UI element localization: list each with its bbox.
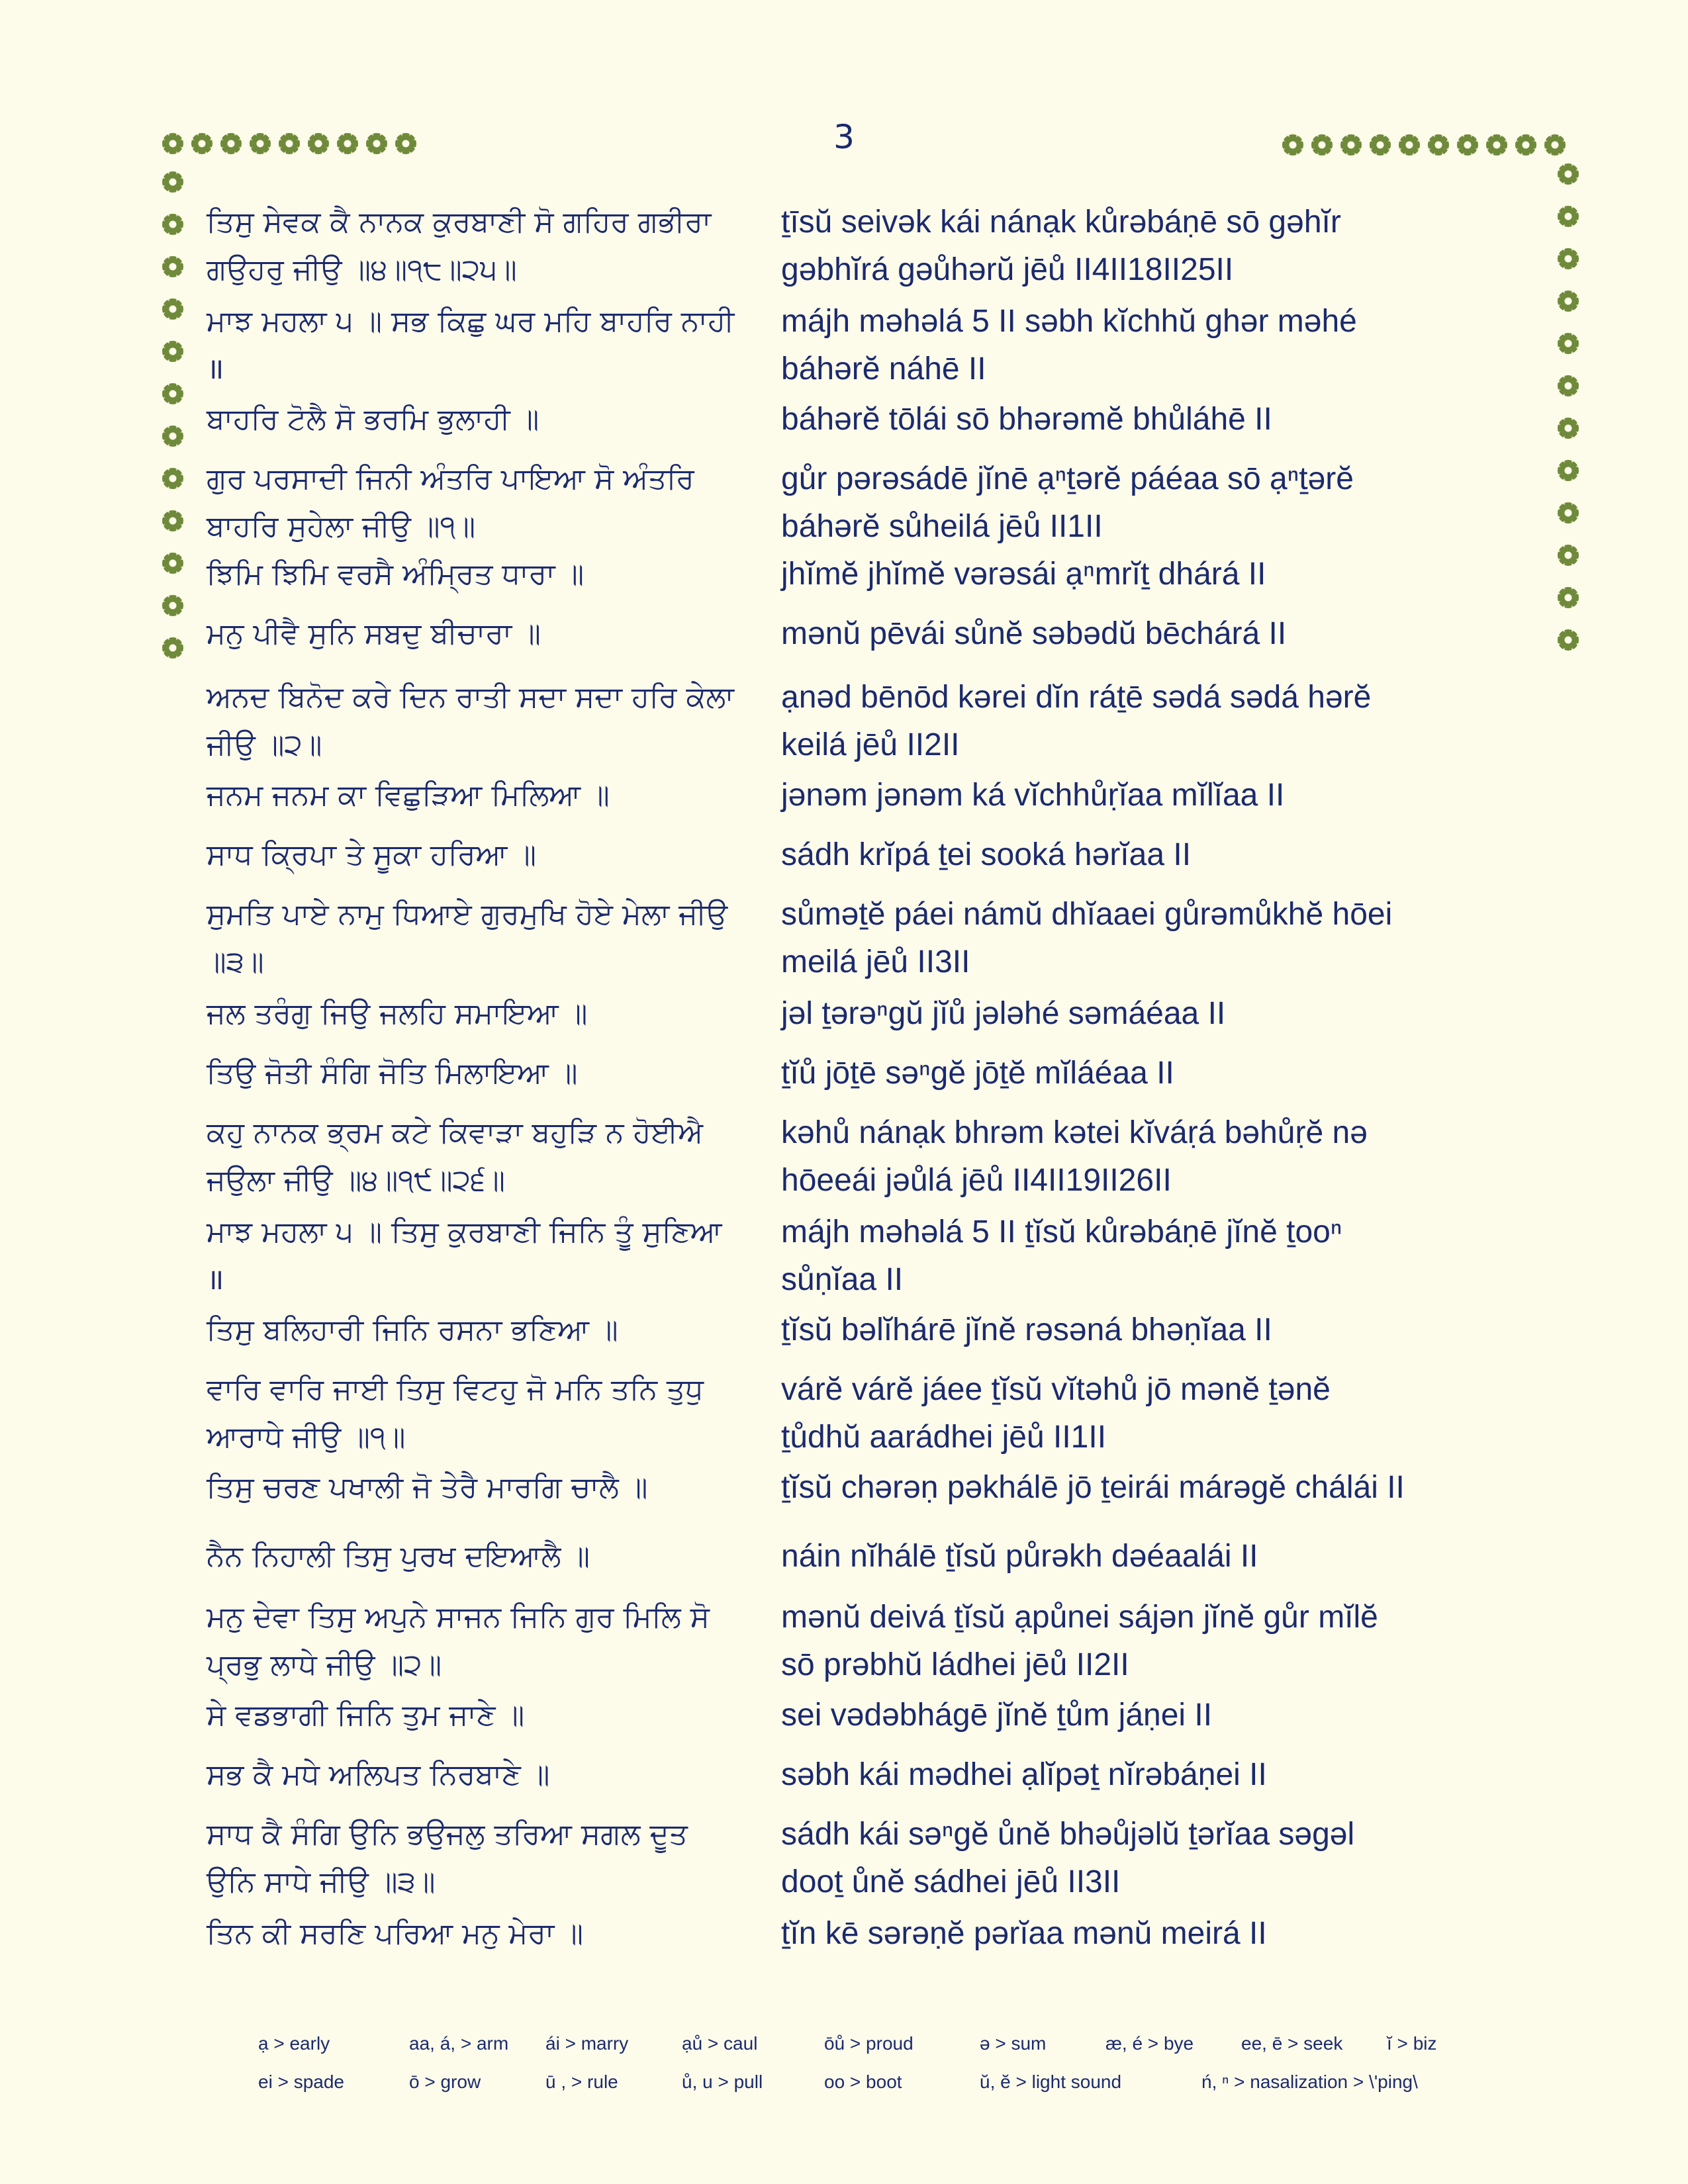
legend-row <box>258 2033 1516 2071</box>
transliteration-text: várĕ várĕ jáee ṯĭsŭ vĭtəhů jō mənĕ ṯənĕ ṯůdhŭ aarádhei jēů II1II <box>781 1372 1331 1455</box>
legend-item: ū , > rule <box>545 2071 618 2092</box>
page-number: 3 <box>833 118 855 156</box>
transliteration-text: májh məhəlá 5 II səbh kĭchhŭ ghər məhé báhərĕ náhē II <box>781 304 1357 387</box>
transliteration-text: ạnəd bēnōd kərei dĭn ráṯē sədá sədá hərĕ keilá jēů II2II <box>781 680 1372 762</box>
pronunciation-legend <box>258 2033 1516 2110</box>
gurmukhi-text: ਝਿਮਿ ਝਿਮਿ ਵਰਸੈ ਅੰਮ੍ਰਿਤ ਧਾਰਾ ॥ <box>207 557 585 591</box>
legend-item: ạ > early <box>258 2033 330 2054</box>
legend-item: ĭ > biz <box>1387 2033 1437 2054</box>
transliteration-text: jhĭmĕ jhĭmĕ vərəsái ạⁿmrĭṯ dhárá II <box>781 557 1266 592</box>
gurmukhi-text: ਅਨਦ ਬਿਨੋਦ ਕਰੇ ਦਿਨ ਰਾਤੀ ਸਦਾ ਸਦਾ ਹਰਿ ਕੇਲਾ ਜੀਉ ॥੨॥ <box>207 680 734 762</box>
gurmukhi-text: ਬਾਹਰਿ ਟੋਲੈ ਸੋ ਭਰਮਿ ਭੁਲਾਹੀ ॥ <box>207 402 539 436</box>
legend-item: æ, é > bye <box>1105 2033 1194 2054</box>
gurmukhi-text: ਸਾਧ ਕ੍ਰਿਪਾ ਤੇ ਸੂਕਾ ਹਰਿਆ ॥ <box>207 838 537 872</box>
legend-item: ei > spade <box>258 2071 344 2092</box>
legend-item: ŭ, ĕ > light sound <box>980 2071 1122 2092</box>
transliteration-text: sádh krĭpá ṯei sooká hərĭaa II <box>781 837 1192 872</box>
transliteration-text: jəl ṯərəⁿgŭ jĭů jələhé səmáéaa II <box>781 996 1226 1031</box>
legend-item: ee, ē > seek <box>1241 2033 1343 2054</box>
gurmukhi-text: ਕਹੁ ਨਾਨਕ ਭ੍ਰਮ ਕਟੇ ਕਿਵਾੜਾ ਬਹੁੜਿ ਨ ਹੋਈਐ ਜਉਲਾ ਜੀਉ ॥੪॥੧੯॥੨੬॥ <box>207 1116 703 1197</box>
transliteration-text: sádh kái səⁿgĕ ůnĕ bhəůjəlŭ ṯərĭaa səgəl dooṯ ůnĕ sádhei jēů II3II <box>781 1817 1355 1899</box>
gurmukhi-text: ਮਾਝ ਮਹਲਾ ੫ ॥ ਤਿਸੁ ਕੁਰਬਾਣੀ ਜਿਨਿ ਤੂੰ ਸੁਣਿਆ ॥ <box>207 1215 722 1297</box>
gurmukhi-text: ਮਾਝ ਮਹਲਾ ੫ ॥ ਸਭ ਕਿਛੁ ਘਰ ਮਹਿ ਬਾਹਰਿ ਨਾਹੀ ॥ <box>207 304 735 386</box>
legend-row <box>258 2071 1516 2110</box>
transliteration-text: mənŭ pēvái sůnĕ səbədŭ bēchárá II <box>781 616 1287 651</box>
legend-item: oo > boot <box>824 2071 902 2092</box>
gurmukhi-text: ਜਲ ਤਰੰਗੁ ਜਿਉ ਜਲਹਿ ਸਮਾਇਆ ॥ <box>207 997 588 1030</box>
gurmukhi-text: ਤਿਸੁ ਚਰਣ ਪਖਾਲੀ ਜੋ ਤੇਰੈ ਮਾਰਗਿ ਚਾਲੈ ॥ <box>207 1471 648 1504</box>
legend-item: aa, á, > arm <box>409 2033 509 2054</box>
transliteration-text: jənəm jənəm ká vĭchhůṛĭaa mĭlĭaa II <box>781 778 1285 813</box>
gurmukhi-text: ਵਾਰਿ ਵਾਰਿ ਜਾਈ ਤਿਸੁ ਵਿਟਹੁ ਜੋ ਮਨਿ ਤਨਿ ਤੁਧੁ ਆਰਾਧੇ ਜੀਉ ॥੧॥ <box>207 1373 704 1454</box>
gurmukhi-text: ਗੁਰ ਪਰਸਾਦੀ ਜਿਨੀ ਅੰਤਰਿ ਪਾਇਆ ਸੋ ਅੰਤਰਿ ਬਾਹਰਿ ਸੁਹੇਲਾ ਜੀਉ ॥੧॥ <box>207 462 694 543</box>
gurmukhi-text: ਸਭ ਕੈ ਮਧੇ ਅਲਿਪਤ ਨਿਰਬਾਣੇ ॥ <box>207 1758 550 1792</box>
transliteration-text: sůməṯĕ páei námŭ dhĭaaei gůrəmůkhĕ hōei meilá jēů II3II <box>781 897 1393 979</box>
gurmukhi-text: ਜਨਮ ਜਨਮ ਕਾ ਵਿਛੁੜਿਆ ਮਿਲਿਆ ॥ <box>207 778 610 812</box>
transliteration-text: ṯīsŭ seivək kái nánạk kůrəbáṇē sō gəhĭr gəbhĭrá gəůhərŭ jēů II4II18II25II <box>781 205 1341 287</box>
gurmukhi-text: ਨੈਨ ਨਿਹਾਲੀ ਤਿਸੁ ਪੁਰਖ ਦਇਆਲੈ ॥ <box>207 1539 590 1573</box>
transliteration-text: náin nĭhálē ṯĭsŭ půrəkh dəéaalái II <box>781 1539 1258 1574</box>
transliteration-text: gůr pərəsádē jĭnē ạⁿṯərĕ páéaa sō ạⁿṯərĕ báhərĕ sůheilá jēů II1II <box>781 461 1354 544</box>
gurmukhi-text: ਸੁਮਤਿ ਪਾਏ ਨਾਮੁ ਧਿਆਏ ਗੁਰਮੁਖਿ ਹੋਏ ਮੇਲਾ ਜੀਉ ॥੩॥ <box>207 897 728 979</box>
transliteration-text: ṯĭů jōṯē səⁿgĕ jōṯĕ mĭláéaa II <box>781 1056 1174 1091</box>
legend-item: ů, u > pull <box>682 2071 763 2092</box>
gurmukhi-text: ਸਾਧ ਕੈ ਸੰਗਿ ਉਨਿ ਭਉਜਲੁ ਤਰਿਆ ਸਗਲ ਦੂਤ ਉਨਿ ਸਾਧੇ ਜੀਉ ॥੩॥ <box>207 1817 688 1899</box>
transliteration-text: mənŭ deivá ṯĭsŭ ạpůnei sájən jĭnĕ gůr mĭlĕ sō prəbhŭ ládhei jēů II2II <box>781 1600 1378 1682</box>
gurmukhi-text: ਤਿਸੁ ਸੇਵਕ ਕੈ ਨਾਨਕ ਕੁਰਬਾਣੀ ਸੋ ਗਹਿਰ ਗਭੀਰਾ ਗਉਹਰੁ ਜੀਉ ॥੪॥੧੮॥੨੫॥ <box>207 205 712 287</box>
gurmukhi-text: ਤਿਨ ਕੀ ਸਰਣਿ ਪਰਿਆ ਮਨੁ ਮੇਰਾ ॥ <box>207 1917 584 1950</box>
gurmukhi-text: ਮਨੁ ਦੇਵਾ ਤਿਸੁ ਅਪੁਨੇ ਸਾਜਨ ਜਿਨਿ ਗੁਰ ਮਿਲਿ ਸੋ ਪ੍ਰਭੁ ਲਾਧੇ ਜੀਉ ॥੨॥ <box>207 1600 710 1682</box>
legend-item: ō > grow <box>409 2071 481 2092</box>
transliteration-text: ṯĭn kē sərəṇĕ pərĭaa mənŭ meirá II <box>781 1916 1267 1951</box>
transliteration-text: ṯĭsŭ chərəṇ pəkhálē jō ṯeirái márəgĕ chálái II <box>781 1470 1405 1505</box>
transliteration-text: báhərĕ tōlái sō bhərəmĕ bhůláhē II <box>781 402 1272 437</box>
transliteration-text: sei vədəbhágē jĭnĕ ṯům jáṇei II <box>781 1698 1213 1733</box>
transliteration-text: kəhů nánạk bhrəm kətei kĭváṛá bəhůṛĕ nə hōeeái jəůlá jēů II4II19II26II <box>781 1115 1368 1198</box>
gurmukhi-text: ਤਿਸੁ ਬਲਿਹਾਰੀ ਜਿਨਿ ਰਸਨਾ ਭਣਿਆ ॥ <box>207 1313 618 1347</box>
transliteration-text: səbh kái mədhei ạlĭpəṯ nĭrəbáṇei II <box>781 1757 1267 1792</box>
gurmukhi-text: ਮਨੁ ਪੀਵੈ ਸੁਨਿ ਸਬਦੁ ਬੀਚਾਰਾ ॥ <box>207 617 541 651</box>
legend-item: ạů > caul <box>682 2033 758 2054</box>
transliteration-text: májh məhəlá 5 II ṯĭsŭ kůrəbáṇē jĭnĕ ṯooⁿ sůṇĭaa II <box>781 1214 1342 1297</box>
gurmukhi-text: ਤਿਉ ਜੋਤੀ ਸੰਗਿ ਜੋਤਿ ਮਿਲਾਇਆ ॥ <box>207 1056 578 1090</box>
legend-item: ń, ⁿ > nasalization > \'ping\ <box>1201 2071 1418 2092</box>
gurmukhi-text: ਸੇ ਵਡਭਾਗੀ ਜਿਨਿ ਤੁਮ ਜਾਣੇ ॥ <box>207 1698 525 1732</box>
legend-item: ə > sum <box>980 2033 1047 2054</box>
legend-item: ōů > proud <box>824 2033 914 2054</box>
legend-item: ái > marry <box>545 2033 629 2054</box>
transliteration-text: ṯĭsŭ bəlĭhárē jĭnĕ rəsəná bhəṇĭaa II <box>781 1312 1272 1347</box>
